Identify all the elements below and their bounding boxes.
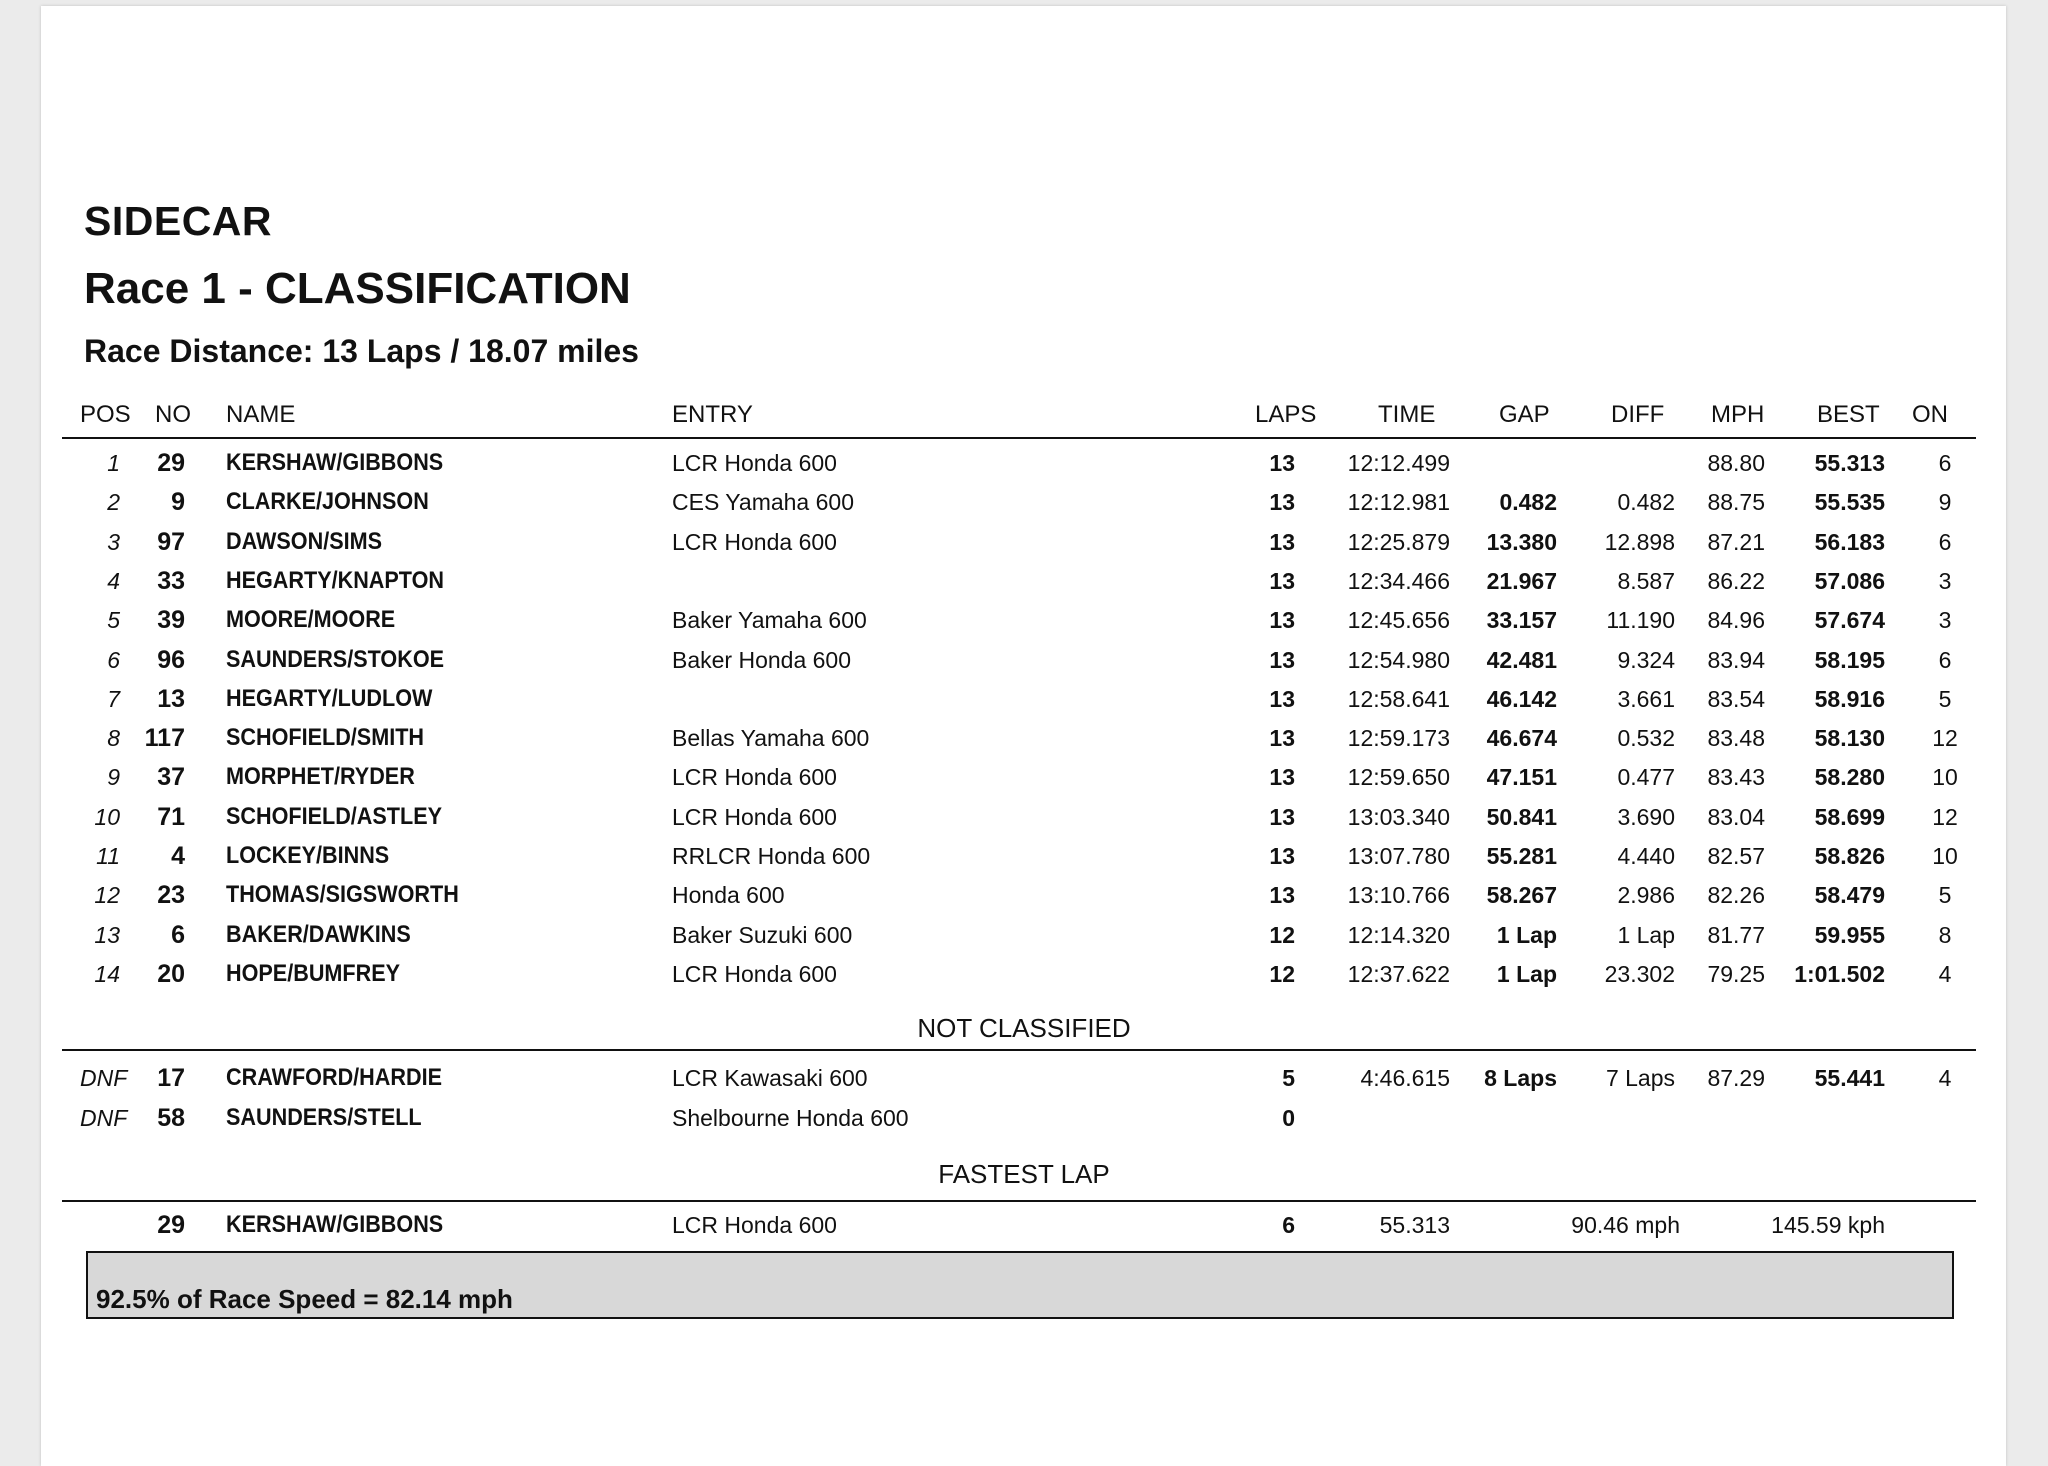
fastest-lap-time: 55.313 xyxy=(1379,1212,1450,1238)
cell-entry: LCR Honda 600 xyxy=(672,528,837,555)
cell-diff: 12.898 xyxy=(1604,528,1675,555)
cell-pos: 3 xyxy=(107,528,120,555)
cell-entry: Baker Honda 600 xyxy=(672,646,852,673)
cell-entry: LCR Kawasaki 600 xyxy=(672,1065,868,1091)
cell-laps: 13 xyxy=(1269,607,1295,634)
result-row xyxy=(0,563,2048,599)
cell-name: LOCKEY/BINNS xyxy=(226,842,390,869)
cell-gap: 47.151 xyxy=(1486,764,1557,791)
fastest-lap-entry: LCR Honda 600 xyxy=(672,1212,837,1238)
cell-entry: Honda 600 xyxy=(672,882,785,909)
cell-gap: 0.482 xyxy=(1499,489,1557,516)
cell-laps: 13 xyxy=(1269,646,1295,673)
cell-on: 4 xyxy=(1938,1065,1952,1091)
cell-diff: 8.587 xyxy=(1617,567,1675,594)
cell-name: MOORE/MOORE xyxy=(226,606,396,634)
cell-entry: LCR Honda 600 xyxy=(672,960,837,987)
cell-diff: 11.190 xyxy=(1606,607,1675,634)
cell-no: 96 xyxy=(157,645,185,674)
cell-entry: Shelbourne Honda 600 xyxy=(672,1105,909,1131)
col-laps: LAPS xyxy=(1255,401,1317,428)
cell-pos: DNF xyxy=(80,1065,128,1091)
cell-gap: 46.142 xyxy=(1486,685,1557,712)
cell-mph: 87.21 xyxy=(1707,528,1765,555)
fastest-lap-kph: 145.59 kph xyxy=(1771,1212,1885,1238)
cell-laps: 13 xyxy=(1269,764,1295,791)
cell-pos: 5 xyxy=(107,607,120,634)
cell-no: 37 xyxy=(157,763,185,792)
cell-mph: 82.57 xyxy=(1707,843,1765,869)
cell-laps: 13 xyxy=(1269,843,1295,869)
cell-on: 5 xyxy=(1938,685,1952,712)
col-diff: DIFF xyxy=(1611,401,1665,428)
cell-gap: 8 Laps xyxy=(1484,1065,1557,1091)
result-row xyxy=(0,484,2048,520)
cell-mph: 86.22 xyxy=(1707,567,1765,594)
cell-best: 58.826 xyxy=(1814,843,1885,869)
col-entry: ENTRY xyxy=(672,401,753,428)
cell-gap: 58.267 xyxy=(1486,882,1557,909)
cell-time: 13:03.340 xyxy=(1347,803,1450,830)
cell-name: HEGARTY/KNAPTON xyxy=(226,566,445,594)
fastest-lap-mph: 90.46 mph xyxy=(1571,1212,1680,1238)
cell-no: 6 xyxy=(171,920,185,949)
not-classified-label: NOT CLASSIFIED xyxy=(917,1013,1131,1043)
cell-diff: 0.532 xyxy=(1617,725,1675,752)
cell-on: 6 xyxy=(1938,450,1952,476)
cell-name: THOMAS/SIGSWORTH xyxy=(226,881,459,909)
cell-pos: 6 xyxy=(107,646,120,673)
result-row xyxy=(0,524,2048,560)
cell-gap: 13.380 xyxy=(1486,528,1557,555)
cell-name: SAUNDERS/STELL xyxy=(226,1104,422,1131)
col-time: TIME xyxy=(1378,401,1436,428)
race-distance: Race Distance: 13 Laps / 18.07 miles xyxy=(84,333,639,369)
cell-laps: 13 xyxy=(1269,528,1295,555)
cell-gap: 42.481 xyxy=(1486,646,1557,673)
cell-gap: 1 Lap xyxy=(1496,960,1557,987)
cell-no: 9 xyxy=(171,488,185,517)
cell-best: 55.313 xyxy=(1814,450,1885,476)
cell-name: MORPHET/RYDER xyxy=(226,763,415,791)
cell-laps: 0 xyxy=(1282,1105,1295,1131)
cell-pos: 12 xyxy=(94,882,120,909)
cell-best: 55.441 xyxy=(1814,1065,1885,1091)
cell-no: 13 xyxy=(157,684,185,713)
cell-on: 8 xyxy=(1938,921,1952,948)
cell-laps: 13 xyxy=(1269,450,1295,476)
fastest-lap-row xyxy=(0,1207,2048,1243)
fastest-lap-divider xyxy=(62,1200,1976,1202)
cell-time: 12:34.466 xyxy=(1347,567,1450,594)
cell-gap: 21.967 xyxy=(1486,567,1557,594)
cell-diff: 23.302 xyxy=(1604,960,1675,987)
col-pos: POS xyxy=(80,401,131,428)
cell-entry: Baker Yamaha 600 xyxy=(672,607,867,634)
fastest-lap-no: 29 xyxy=(157,1211,185,1239)
cell-best: 56.183 xyxy=(1814,528,1885,555)
cell-on: 10 xyxy=(1932,764,1958,791)
cell-pos: 4 xyxy=(107,567,120,594)
result-row xyxy=(0,602,2048,638)
result-row xyxy=(0,838,2048,874)
cell-pos: DNF xyxy=(80,1105,128,1131)
cell-no: 29 xyxy=(157,449,185,477)
cell-pos: 10 xyxy=(94,803,120,830)
cell-laps: 13 xyxy=(1269,725,1295,752)
cell-pos: 8 xyxy=(107,725,120,752)
cell-time: 12:59.650 xyxy=(1347,764,1450,791)
cell-gap: 33.157 xyxy=(1486,607,1557,634)
cell-on: 10 xyxy=(1932,843,1958,869)
result-row xyxy=(0,720,2048,756)
race-speed-text: 92.5% of Race Speed = 82.14 mph xyxy=(96,1284,513,1314)
cell-time: 12:59.173 xyxy=(1347,725,1450,752)
cell-mph: 82.26 xyxy=(1707,882,1765,909)
cell-best: 58.280 xyxy=(1814,764,1885,791)
cell-mph: 83.04 xyxy=(1707,803,1765,830)
col-name: NAME xyxy=(226,401,296,428)
cell-time: 12:12.981 xyxy=(1347,489,1450,516)
cell-diff: 0.477 xyxy=(1617,764,1675,791)
cell-gap: 1 Lap xyxy=(1496,921,1557,948)
cell-best: 57.086 xyxy=(1814,567,1885,594)
col-gap: GAP xyxy=(1499,401,1550,428)
cell-best: 58.916 xyxy=(1814,685,1885,712)
cell-pos: 13 xyxy=(94,921,120,948)
cell-laps: 12 xyxy=(1269,921,1295,948)
cell-no: 71 xyxy=(157,802,185,831)
cell-diff: 0.482 xyxy=(1617,489,1675,516)
cell-laps: 13 xyxy=(1269,803,1295,830)
cell-time: 13:07.780 xyxy=(1347,843,1450,869)
cell-pos: 2 xyxy=(107,489,120,516)
cell-diff: 2.986 xyxy=(1617,882,1675,909)
fastest-lap-lap: 6 xyxy=(1282,1212,1295,1238)
cell-on: 3 xyxy=(1938,607,1952,634)
cell-laps: 13 xyxy=(1269,685,1295,712)
cell-mph: 84.96 xyxy=(1707,607,1765,634)
cell-mph: 83.54 xyxy=(1707,685,1765,712)
cell-no: 33 xyxy=(157,566,185,595)
column-header-row xyxy=(0,397,2048,433)
cell-name: SCHOFIELD/SMITH xyxy=(226,724,424,752)
cell-gap: 50.841 xyxy=(1486,803,1557,830)
col-best: BEST xyxy=(1817,401,1880,428)
cell-pos: 7 xyxy=(107,685,120,712)
result-row xyxy=(0,681,2048,717)
result-row xyxy=(0,956,2048,992)
cell-mph: 79.25 xyxy=(1707,960,1765,987)
cell-best: 58.195 xyxy=(1814,646,1885,673)
cell-on: 9 xyxy=(1938,489,1952,516)
cell-entry: RRLCR Honda 600 xyxy=(672,843,871,869)
cell-diff: 3.661 xyxy=(1617,685,1675,712)
cell-no: 23 xyxy=(157,881,185,910)
cell-best: 58.130 xyxy=(1814,725,1885,752)
result-row xyxy=(0,445,2048,481)
cell-best: 58.479 xyxy=(1814,882,1885,909)
not-classified-row xyxy=(0,1060,2048,1096)
cell-time: 13:10.766 xyxy=(1347,882,1450,909)
fastest-lap-name: KERSHAW/GIBBONS xyxy=(226,1211,444,1238)
cell-laps: 13 xyxy=(1269,882,1295,909)
cell-time: 12:25.879 xyxy=(1347,528,1450,555)
cell-entry: CES Yamaha 600 xyxy=(672,489,854,516)
cell-name: HOPE/BUMFREY xyxy=(226,959,401,987)
not-classified-divider xyxy=(62,1049,1976,1051)
cell-time: 12:12.499 xyxy=(1347,450,1450,476)
cell-on: 3 xyxy=(1938,567,1952,594)
cell-laps: 12 xyxy=(1269,960,1295,987)
cell-on: 12 xyxy=(1932,803,1958,830)
cell-no: 17 xyxy=(157,1064,185,1092)
cell-time: 12:14.320 xyxy=(1347,921,1450,948)
cell-pos: 11 xyxy=(96,843,120,869)
result-row xyxy=(0,799,2048,835)
cell-mph: 88.75 xyxy=(1707,489,1765,516)
cell-diff: 3.690 xyxy=(1617,803,1675,830)
cell-name: CRAWFORD/HARDIE xyxy=(226,1064,442,1091)
cell-gap: 46.674 xyxy=(1486,725,1557,752)
cell-no: 39 xyxy=(157,606,185,635)
cell-pos: 9 xyxy=(107,764,120,791)
cell-diff: 9.324 xyxy=(1617,646,1675,673)
class-title: SIDECAR xyxy=(84,198,273,244)
cell-name: DAWSON/SIMS xyxy=(226,527,383,555)
cell-mph: 81.77 xyxy=(1707,921,1765,948)
col-on: ON xyxy=(1912,401,1948,428)
cell-entry: LCR Honda 600 xyxy=(672,450,837,476)
cell-no: 58 xyxy=(157,1104,185,1132)
cell-mph: 83.94 xyxy=(1707,646,1765,673)
cell-diff: 1 Lap xyxy=(1617,921,1675,948)
cell-name: CLARKE/JOHNSON xyxy=(226,488,429,516)
cell-name: KERSHAW/GIBBONS xyxy=(226,449,444,476)
cell-entry: LCR Honda 600 xyxy=(672,803,837,830)
cell-best: 59.955 xyxy=(1814,921,1885,948)
cell-name: SCHOFIELD/ASTLEY xyxy=(226,802,443,830)
cell-mph: 88.80 xyxy=(1707,450,1765,476)
cell-time: 4:46.615 xyxy=(1360,1065,1450,1091)
cell-entry: LCR Honda 600 xyxy=(672,764,837,791)
cell-entry: Bellas Yamaha 600 xyxy=(672,725,870,752)
result-row xyxy=(0,877,2048,913)
cell-on: 6 xyxy=(1938,646,1952,673)
cell-name: SAUNDERS/STOKOE xyxy=(226,645,445,673)
race-title: Race 1 - CLASSIFICATION xyxy=(84,264,631,313)
cell-no: 20 xyxy=(157,959,185,988)
result-row xyxy=(0,917,2048,953)
cell-entry: Baker Suzuki 600 xyxy=(672,921,853,948)
cell-no: 117 xyxy=(144,724,185,753)
cell-on: 6 xyxy=(1938,528,1952,555)
header-divider xyxy=(62,437,1976,439)
cell-diff: 7 Laps xyxy=(1605,1065,1675,1091)
cell-on: 5 xyxy=(1938,882,1952,909)
cell-gap: 55.281 xyxy=(1486,843,1557,869)
cell-time: 12:54.980 xyxy=(1347,646,1450,673)
cell-best: 57.674 xyxy=(1814,607,1885,634)
cell-mph: 87.29 xyxy=(1707,1065,1765,1091)
col-no: NO xyxy=(155,401,191,428)
cell-time: 12:37.622 xyxy=(1347,960,1450,987)
cell-laps: 5 xyxy=(1282,1065,1295,1091)
cell-mph: 83.48 xyxy=(1707,725,1765,752)
cell-no: 97 xyxy=(157,527,185,556)
cell-diff: 4.440 xyxy=(1617,843,1675,869)
cell-laps: 13 xyxy=(1269,489,1295,516)
not-classified-row xyxy=(0,1100,2048,1136)
cell-best: 1:01.502 xyxy=(1794,960,1885,987)
cell-on: 4 xyxy=(1938,960,1952,987)
result-row xyxy=(0,642,2048,678)
cell-name: HEGARTY/LUDLOW xyxy=(226,684,433,712)
cell-name: BAKER/DAWKINS xyxy=(226,920,411,948)
cell-time: 12:58.641 xyxy=(1347,685,1450,712)
cell-mph: 83.43 xyxy=(1707,764,1765,791)
fastest-lap-label: FASTEST LAP xyxy=(938,1159,1110,1189)
cell-best: 58.699 xyxy=(1814,803,1885,830)
col-mph: MPH xyxy=(1711,401,1765,428)
cell-pos: 1 xyxy=(107,450,120,476)
race-speed-box xyxy=(86,1251,1954,1319)
cell-time: 12:45.656 xyxy=(1347,607,1450,634)
cell-no: 4 xyxy=(171,842,185,870)
cell-on: 12 xyxy=(1932,725,1958,752)
cell-laps: 13 xyxy=(1269,567,1295,594)
cell-pos: 14 xyxy=(94,960,120,987)
cell-best: 55.535 xyxy=(1814,489,1885,516)
result-row xyxy=(0,759,2048,795)
